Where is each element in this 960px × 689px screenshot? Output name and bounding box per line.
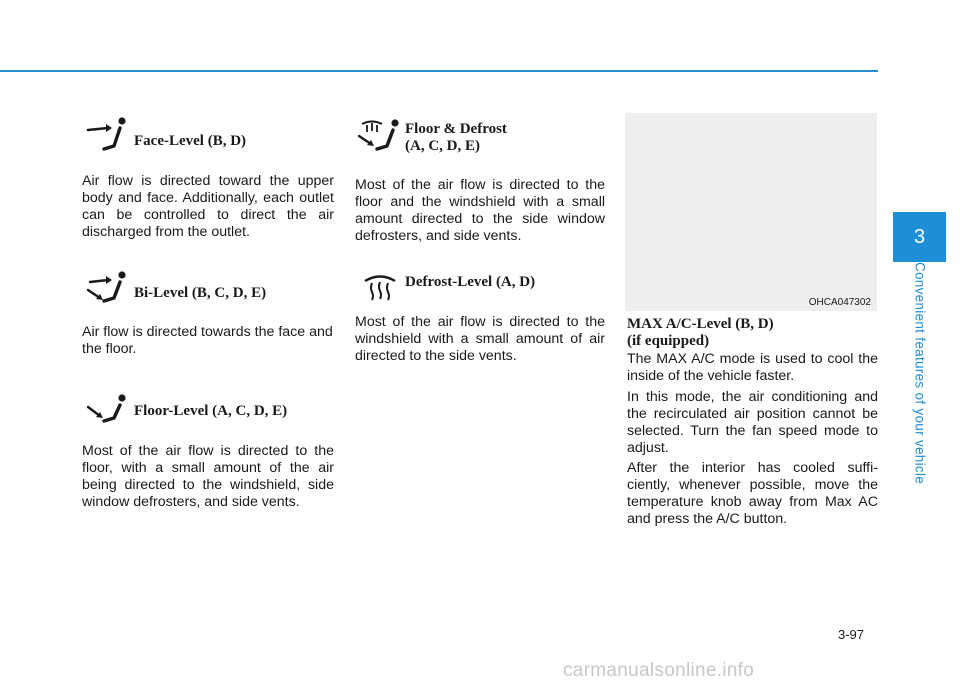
- control-panel-photo: [625, 113, 877, 311]
- bi-level-icon: [86, 270, 128, 306]
- max-ac-paragraph-1: The MAX A/C mode is used to cool the inside of the vehicle faster.: [627, 351, 878, 384]
- defrost-level-title: Defrost-Level (A, D): [405, 274, 536, 290]
- bi-level-description: Air flow is directed towards the face and the floor.: [82, 324, 333, 357]
- floor-level-description: Most of the air flow is directed to the floor, with a small amount of the air being directed to the windshield, side window defrosters, and side vents.: [82, 443, 334, 510]
- defrost-level-description: Most of the air flow is directed to the windshield with a small amount of air directed to the side vents.: [355, 314, 605, 364]
- watermark: carmanualsonline.info: [563, 660, 755, 681]
- floor-defrost-title-line2: (A, C, D, E): [405, 138, 480, 154]
- floor-level-title: Floor-Level (A, C, D, E): [134, 403, 288, 419]
- chapter-tab: 3: [893, 212, 946, 262]
- photo-caption: OHCA047302: [808, 297, 871, 308]
- defrost-icon: [362, 271, 398, 301]
- face-level-description: Air flow is directed toward the upper body and face. Additionally, each outlet can be controlled to direct the air discharged from the outlet.: [82, 173, 334, 240]
- max-ac-title-line2: (if equipped): [627, 333, 710, 349]
- header-rule: [0, 70, 878, 72]
- max-ac-title-line1: MAX A/C-Level (B, D): [627, 316, 774, 332]
- floor-defrost-icon: [357, 118, 401, 154]
- floor-defrost-title-line1: Floor & Defrost: [405, 121, 507, 137]
- floor-defrost-description: Most of the air flow is directed to the floor and the windshield with a small amount directed to the side window defrosters, and side vents.: [355, 177, 605, 244]
- page-number: 3-97: [838, 627, 865, 642]
- face-level-title: Face-Level (B, D): [134, 133, 247, 149]
- face-level-icon: [86, 116, 128, 154]
- max-ac-paragraph-3: After the interior has cooled suffi-ciently, whenever possible, move the temperature knob away from Max AC and press the A/C button.: [627, 460, 878, 527]
- bi-level-title: Bi-Level (B, C, D, E): [134, 285, 267, 301]
- floor-level-icon: [86, 393, 128, 425]
- chapter-title: Convenient features of your vehicle: [912, 261, 928, 485]
- max-ac-paragraph-2: In this mode, the air conditioning and the recirculated air position cannot be selected. Turn the fan speed mode to adjust.: [627, 389, 878, 456]
